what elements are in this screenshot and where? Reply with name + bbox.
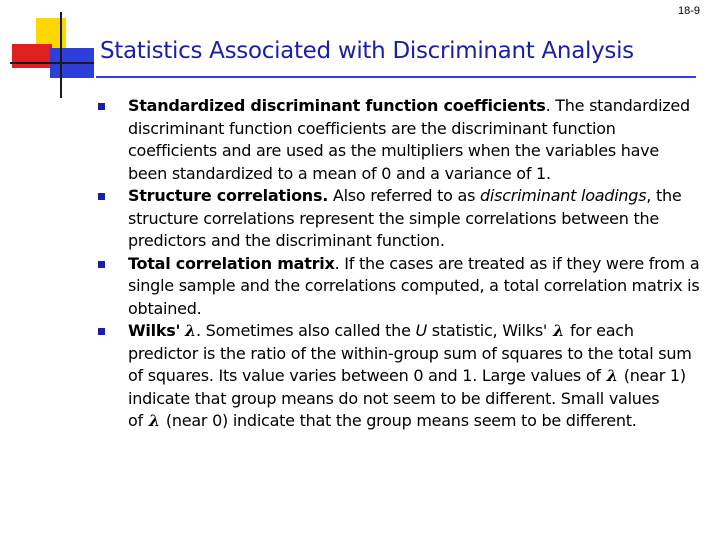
bullet-italic-term: U bbox=[415, 321, 427, 340]
list-item bbox=[98, 185, 702, 253]
bullet-square-icon bbox=[98, 328, 105, 335]
page-number: 18-9 bbox=[677, 5, 700, 17]
bullet-text: Also referred to as bbox=[328, 186, 481, 205]
bullet-term: Structure correlations. bbox=[128, 186, 329, 205]
bullet-square-icon bbox=[98, 261, 105, 268]
bullet-square-icon bbox=[98, 193, 105, 200]
bullet-text: . Sometimes also called the bbox=[196, 321, 416, 340]
bullet-italic-term: discriminant loadings bbox=[480, 186, 647, 205]
bullet-text: statistic, Wilks' bbox=[426, 321, 548, 340]
bullet-square-icon bbox=[98, 103, 105, 110]
lambda-symbol: λ bbox=[553, 321, 565, 340]
slide-title: Statistics Associated with Discriminant Analysis bbox=[100, 38, 634, 64]
bullet-term: Total correlation matrix bbox=[128, 253, 335, 273]
title-underline bbox=[96, 76, 696, 78]
bullet-text: (near 0) indicate that the group means seem to be different. bbox=[165, 411, 637, 430]
lambda-symbol: λ bbox=[185, 321, 196, 340]
bullet-text: . If the cases are treated as if they were from a single sample and the correlations computed, a total correlation matrix is obtained. bbox=[128, 253, 700, 318]
bullet-list bbox=[98, 95, 702, 433]
bullet-text: (near 1) indicate that group means do not seem to be different. Small values of bbox=[128, 366, 686, 430]
bullet-term: Standardized discriminant function coefficients bbox=[128, 96, 546, 115]
decorative-horizontal-line bbox=[10, 62, 94, 64]
bullet-text: . The standardized discriminant function coefficients are the discriminant function coefficients and are used as the multipliers when the variables have been standardized to a mean of 0 and a variance of 1. bbox=[128, 96, 690, 183]
bullet-text: for each predictor is the ratio of the within-group sum of squares to the total sum of squares. Its value varies between 0 and 1. Large values of bbox=[128, 321, 692, 385]
lambda-symbol: λ bbox=[148, 411, 160, 430]
list-item bbox=[98, 95, 702, 185]
decorative-vertical-line bbox=[60, 12, 62, 98]
list-item bbox=[98, 253, 702, 321]
bullet-text: , the structure correlations represent the simple correlations between the predictors and the discriminant function. bbox=[128, 186, 682, 250]
list-item bbox=[98, 320, 702, 433]
lambda-symbol: λ bbox=[606, 366, 618, 385]
decorative-red-square bbox=[12, 44, 52, 68]
bullet-term: Wilks' bbox=[128, 321, 181, 340]
